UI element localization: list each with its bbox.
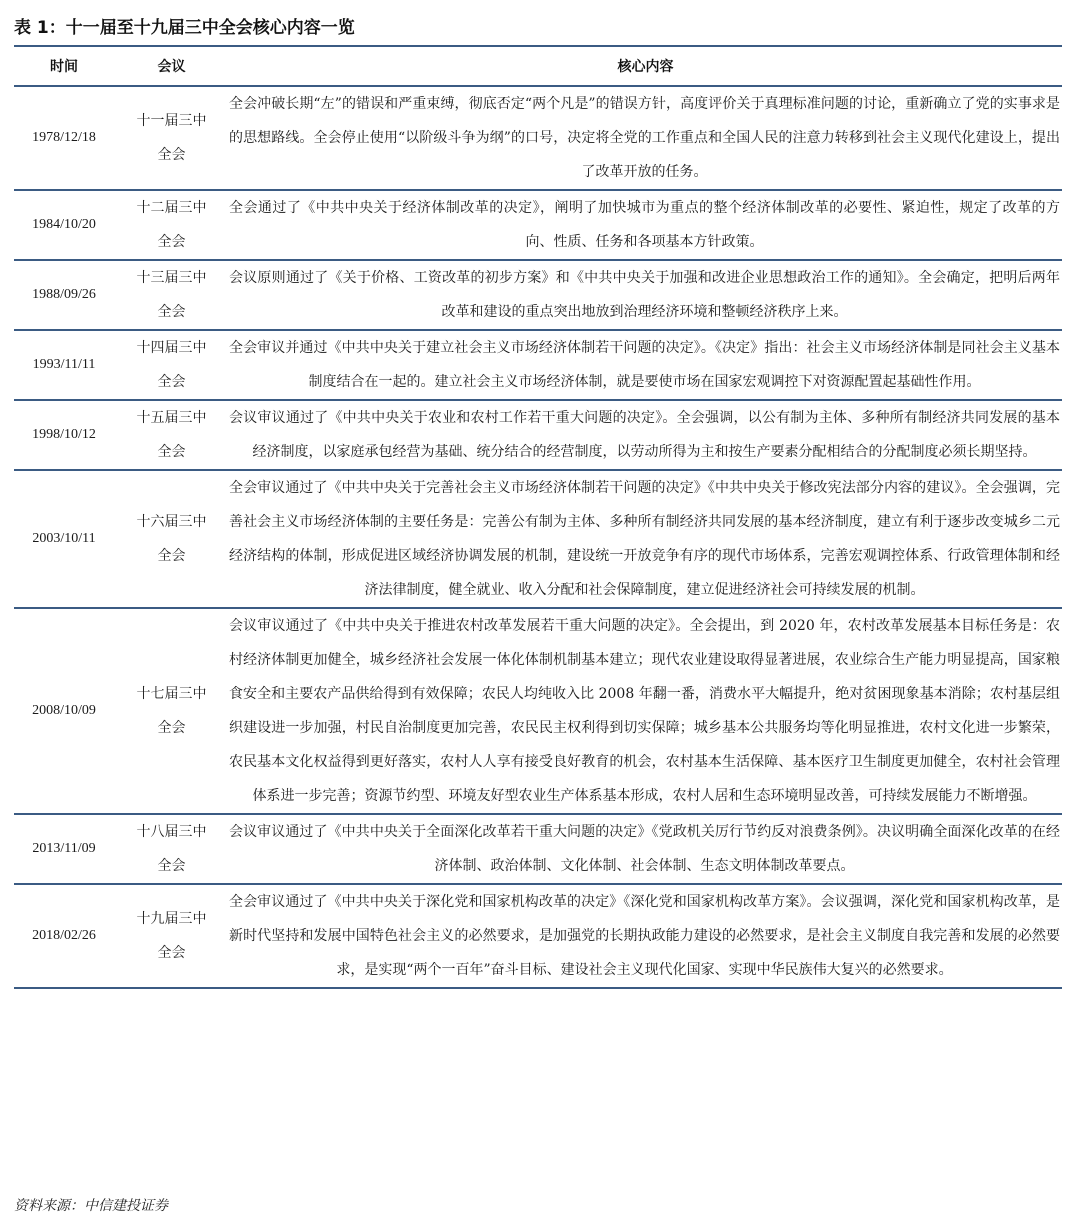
row-date: 1993/11/11 xyxy=(14,330,114,400)
row-meeting xyxy=(114,260,229,330)
row-date: 2013/11/09 xyxy=(14,814,114,884)
row-meeting xyxy=(114,884,229,988)
row-date: 2003/10/11 xyxy=(14,470,114,608)
row-meeting xyxy=(114,86,229,190)
row-meeting xyxy=(114,190,229,260)
row-date: 1988/09/26 xyxy=(14,260,114,330)
meeting-line-2: 全会 xyxy=(157,147,186,163)
row-content: 全会通过了《中共中央关于经济体制改革的决定》，阐明了加快城市为重点的整个经济体制改革的必要性、紧迫性，规定了改革的方向、性质、任务和各项基本方针政策。 xyxy=(229,190,1062,260)
row-date: 1998/10/12 xyxy=(14,400,114,470)
header-meeting: 会议 xyxy=(114,46,229,86)
table-row xyxy=(14,400,1062,470)
row-content: 全会审议通过了《中共中央关于深化党和国家机构改革的决定》《深化党和国家机构改革方案》。会议强调，深化党和国家机构改革，是新时代坚持和发展中国特色社会主义的必然要求，是加强党的长期执政能力建设的必然要求，是社会主义制度自我完善和发展的必然要求，是实现“两个一百年”奋斗目标、建设社会主义现代化国家、实现中华民族伟大复兴的必然要求。 xyxy=(229,884,1062,988)
table-row xyxy=(14,86,1062,190)
meeting-line-2: 全会 xyxy=(157,945,186,961)
source-note: 资料来源：中信建投证券 xyxy=(14,1198,168,1214)
table-header-row xyxy=(14,46,1062,86)
table-row xyxy=(14,814,1062,884)
table-row xyxy=(14,260,1062,330)
row-content: 会议审议通过了《中共中央关于推进农村改革发展若干重大问题的决定》。全会提出，到 2020 年，农村改革发展基本目标任务是：农村经济体制更加健全，城乡经济社会发展一体化体制机制基本建立；现代农业建设取得显著进展，农业综合生产能力明显提高，国家粮食安全和主要农产品供给得到有效保障；农民人均纯收入比 2008 年翻一番，消费水平大幅提升，绝对贫困现象基本消除；农村基层组织建设进一步加强，村民自治制度更加完善，农民民主权利得到切实保障；城乡基本公共服务均等化明显推进，农村文化进一步繁荣，农民基本文化权益得到更好落实，农村人人享有接受良好教育的机会，农村基本生活保障、基本医疗卫生制度更加健全，农村社会管理体系进一步完善；资源节约型、环境友好型农业生产体系基本形成，农村人居和生态环境明显改善，可持续发展能力不断增强。 xyxy=(229,608,1062,814)
meeting-line-2: 全会 xyxy=(157,304,186,320)
row-content: 会议审议通过了《中共中央关于农业和农村工作若干重大问题的决定》。全会强调，以公有制为主体、多种所有制经济共同发展的基本经济制度，以家庭承包经营为基础、统分结合的经营制度，以劳动所得为主和按生产要素分配相结合的分配制度必须长期坚持。 xyxy=(229,400,1062,470)
row-content: 全会冲破长期“左”的错误和严重束缚，彻底否定“两个凡是”的错误方针，高度评价关于真理标准问题的讨论，重新确立了党的实事求是的思想路线。全会停止使用“以阶级斗争为纲”的口号，决定将全党的工作重点和全国人民的注意力转移到社会主义现代化建设上，提出了改革开放的任务。 xyxy=(229,96,1060,180)
meeting-line-1: 十九届三中 xyxy=(136,911,207,927)
meeting-line-1: 十七届三中 xyxy=(136,686,207,702)
header-content: 核心内容 xyxy=(229,46,1062,86)
table-row xyxy=(14,190,1062,260)
row-meeting xyxy=(114,470,229,608)
table-title: 表 1：十一届至十九届三中全会核心内容一览 xyxy=(14,18,355,38)
row-content: 会议原则通过了《关于价格、工资改革的初步方案》和《中共中央关于加强和改进企业思想政治工作的通知》。全会确定，把明后两年改革和建设的重点突出地放到治理经济环境和整顿经济秩序上来。 xyxy=(229,260,1062,330)
meeting-line-1: 十八届三中 xyxy=(136,824,207,840)
row-content: 会议审议通过了《中共中央关于全面深化改革若干重大问题的决定》《党政机关厉行节约反对浪费条例》。决议明确全面深化改革的在经济体制、政治体制、文化体制、社会体制、生态文明体制改革要点。 xyxy=(229,814,1062,884)
row-meeting xyxy=(114,400,229,470)
row-meeting xyxy=(114,608,229,814)
meeting-line-2: 全会 xyxy=(157,548,186,564)
row-date: 2008/10/09 xyxy=(14,608,114,814)
row-meeting xyxy=(114,330,229,400)
meeting-line-1: 十二届三中 xyxy=(136,200,207,216)
row-date: 1984/10/20 xyxy=(14,190,114,260)
row-date: 1978/12/18 xyxy=(32,130,96,145)
meeting-line-1: 十六届三中 xyxy=(136,514,207,530)
meeting-line-1: 十一届三中 xyxy=(136,113,207,129)
meeting-line-2: 全会 xyxy=(157,720,186,736)
meeting-line-2: 全会 xyxy=(157,858,186,874)
table-row xyxy=(14,884,1062,988)
meeting-line-2: 全会 xyxy=(157,444,186,460)
meeting-line-2: 全会 xyxy=(157,374,186,390)
header-time: 时间 xyxy=(14,46,114,86)
table-row xyxy=(14,330,1062,400)
meeting-line-1: 十五届三中 xyxy=(136,410,207,426)
meeting-line-1: 十四届三中 xyxy=(136,340,207,356)
table-row xyxy=(14,470,1062,608)
meeting-line-1: 十三届三中 xyxy=(136,270,207,286)
row-content: 全会审议并通过《中共中央关于建立社会主义市场经济体制若干问题的决定》。《决定》指出：社会主义市场经济体制是同社会主义基本制度结合在一起的。建立社会主义市场经济体制，就是要使市场在国家宏观调控下对资源配置起基础性作用。 xyxy=(229,330,1062,400)
meeting-line-2: 全会 xyxy=(157,234,186,250)
core-content-table xyxy=(14,45,1062,989)
row-date: 2018/02/26 xyxy=(14,884,114,988)
row-content: 全会审议通过了《中共中央关于完善社会主义市场经济体制若干问题的决定》《中共中央关于修改宪法部分内容的建议》。全会强调，完善社会主义市场经济体制的主要任务是：完善公有制为主体、多种所有制经济共同发展的基本经济制度，建立有利于逐步改变城乡二元经济结构的体制，形成促进区域经济协调发展的机制，建设统一开放竞争有序的现代市场体系，完善宏观调控体系、行政管理体制和经济法律制度，健全就业、收入分配和社会保障制度，建立促进经济社会可持续发展的机制。 xyxy=(229,470,1062,608)
table-row xyxy=(14,608,1062,814)
row-meeting xyxy=(114,814,229,884)
